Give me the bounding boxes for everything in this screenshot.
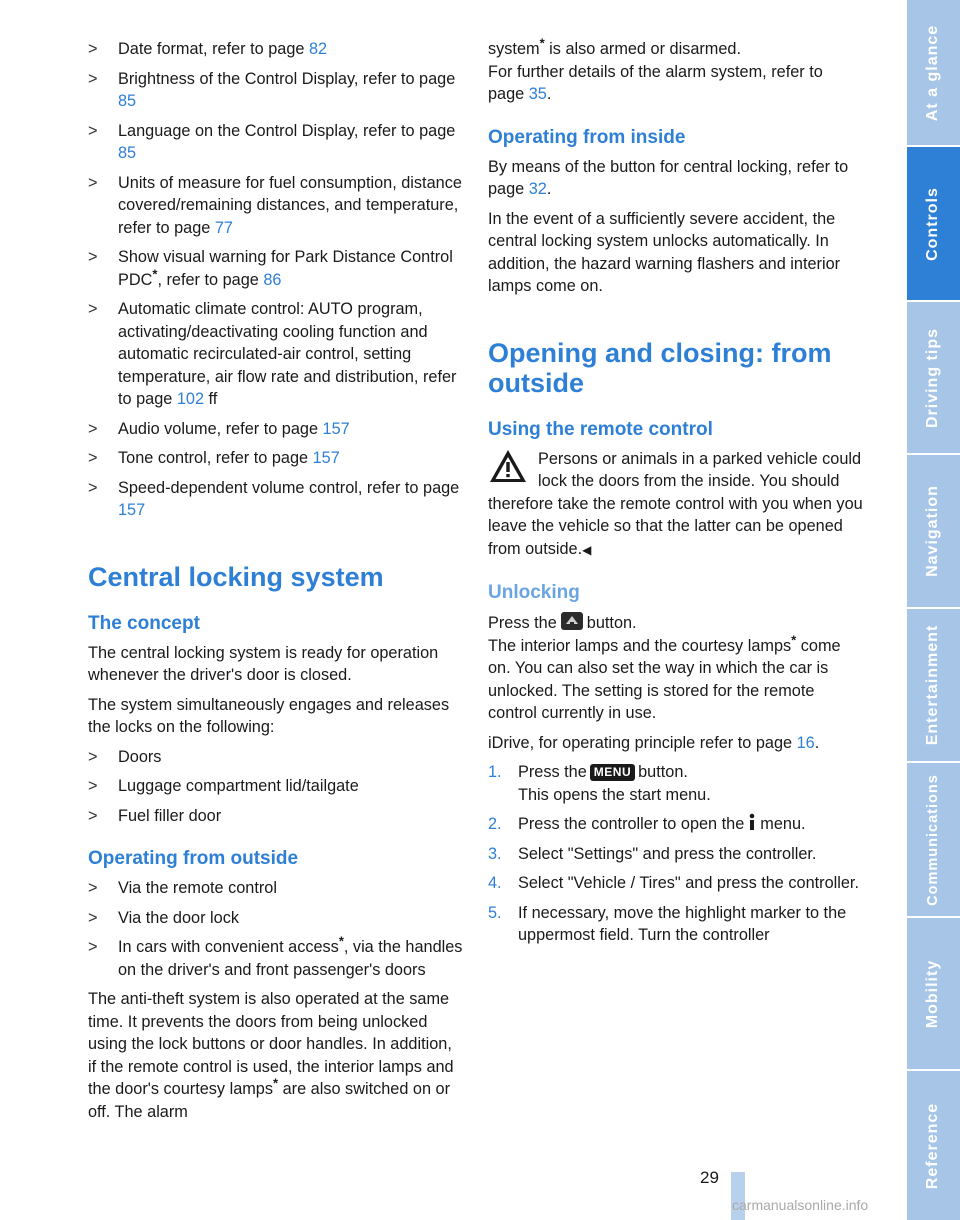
page-link[interactable]: 77 [214, 218, 233, 237]
page-link[interactable]: 102 [176, 390, 205, 408]
list-item: > Via the door lock [88, 908, 239, 927]
unlock-key-button-icon [560, 611, 584, 631]
end-mark-icon: ◀ [582, 542, 592, 557]
subheading-operating-inside: Operating from inside [488, 126, 686, 148]
subheading-operating-outside: Operating from outside [88, 848, 299, 869]
list-item: > Date format, refer to page 82 [88, 40, 328, 58]
paragraph: Press the button. [488, 611, 863, 635]
watermark: carmanualsonline.info [732, 1197, 869, 1213]
list-item: > Fuel filler door [88, 806, 222, 825]
menu-key-icon: MENU [590, 764, 635, 781]
optional-equipment-star: * [152, 266, 158, 282]
list-item: > Audio volume, refer to page 157 [88, 419, 350, 438]
chapter-sidebar [907, 0, 960, 1220]
step-item: 1. Press the MENU button. This opens the start menu. [488, 763, 711, 804]
list-item: > Units of measure for fuel consumption, distance covered/remaining distances, and temperature, refer to page 77 [88, 173, 462, 237]
locks-list [88, 746, 463, 828]
page-link[interactable]: 32 [528, 180, 547, 198]
subheading-remote-control: Using the remote control [488, 418, 713, 440]
paragraph: For further details of the alarm system, refer to page 35. [488, 62, 823, 103]
paragraph: The central locking system is ready for operation whenever the driver's door is closed. [88, 643, 439, 684]
optional-equipment-star: * [273, 1075, 279, 1091]
list-item: > Luggage compartment lid/tailgate [88, 777, 359, 795]
list-item: > In cars with convenient access*, via the handles on the driver's and front passenger's doors [88, 933, 463, 979]
step-item: 2. Press the controller to open the menu. [488, 815, 806, 833]
page-link[interactable]: 157 [118, 501, 146, 519]
page-link[interactable]: 85 [118, 144, 137, 162]
optional-equipment-star: * [338, 933, 344, 949]
optional-equipment-star: * [539, 35, 545, 51]
list-item: > Tone control, refer to page 157 [88, 449, 340, 467]
tab-at-a-glance[interactable]: At a glance [907, 0, 960, 145]
list-item: > Automatic climate control: AUTO program, activating/deactivating cooling function and automatic recirculated-air control, setting temperature, air flow rate and distribution, refer to page 102 ff [88, 300, 457, 408]
list-item: > Speed-dependent volume control, refer to page 157 [88, 478, 460, 519]
optional-equipment-star: * [791, 632, 797, 648]
tab-entertainment[interactable]: Entertainment [907, 609, 960, 761]
list-item: > Via the remote control [88, 879, 277, 897]
section-heading-opening-closing: Opening and closing: from outside [488, 337, 832, 398]
subheading-concept: The concept [88, 612, 200, 634]
settings-list [88, 38, 463, 522]
steps-list [488, 761, 863, 947]
paragraph: iDrive, for operating principle refer to page 16. [488, 733, 820, 752]
tab-mobility[interactable]: Mobility [907, 918, 960, 1069]
left-column [88, 38, 463, 1130]
list-item: > Doors [88, 747, 162, 766]
step-item: 3. Select "Settings" and press the controller. [488, 844, 817, 863]
list-item: > Brightness of the Control Display, refer to page 85 [88, 69, 456, 110]
paragraph: The system simultaneously engages and releases the locks on the following: [88, 695, 450, 736]
tab-navigation[interactable]: Navigation [907, 455, 960, 607]
paragraph: By means of the button for central locking, refer to page 32. [488, 157, 849, 198]
operating-outside-list [88, 877, 463, 981]
list-item: > Show visual warning for Park Distance Control PDC*, refer to page 86 [88, 248, 453, 289]
info-icon [747, 813, 757, 831]
paragraph: In the event of a sufficiently severe accident, the central locking system unlocks automatically. In addition, the hazard warning flashers and interior lamps come on. [488, 209, 841, 295]
tab-communications[interactable]: Communications [907, 763, 960, 916]
warning-note [488, 448, 863, 562]
tab-reference[interactable]: Reference [907, 1071, 960, 1220]
step-item: 4. Select "Vehicle / Tires" and press the controller. [488, 874, 859, 892]
paragraph: The anti-theft system is also operated at the same time. It prevents the doors from being unlocked using the lock buttons or door handles. In addition, if the remote control is used, the interior lamps and the door's courtesy lamps* are also switched on or off. The alarm [88, 990, 454, 1121]
subheading-unlocking: Unlocking [488, 582, 580, 603]
page-link[interactable]: 16 [796, 733, 815, 752]
page-link[interactable]: 85 [118, 92, 137, 110]
page-link[interactable]: 86 [263, 270, 282, 289]
section-heading-central-locking: Central locking system [88, 561, 384, 592]
tab-driving-tips[interactable]: Driving tips [907, 302, 960, 453]
paragraph: The interior lamps and the courtesy lamps* come on. You can also set the way in which the car is unlocked. The setting is stored for the remote control currently in use. [488, 632, 841, 722]
page-link[interactable]: 82 [308, 40, 328, 58]
list-item: > Language on the Control Display, refer to page 85 [88, 121, 456, 162]
tab-controls[interactable]: Controls [907, 147, 960, 300]
page-link[interactable]: 157 [322, 419, 350, 438]
warning-text: Persons or animals in a parked vehicle could lock the doors from the inside. You should therefore take the remote control with you when you leave the vehicle so that the latter can be opened from outside.◀ [488, 449, 863, 558]
paragraph: system* is also armed or disarmed. [488, 35, 741, 58]
step-item: 5. If necessary, move the highlight marker to the uppermost field. Turn the controller [488, 903, 847, 944]
page-link[interactable]: 35 [528, 85, 547, 103]
page-link[interactable]: 157 [312, 449, 340, 467]
warning-triangle-icon [488, 448, 528, 484]
page-number: 29 [700, 1168, 719, 1187]
right-column [488, 35, 863, 954]
